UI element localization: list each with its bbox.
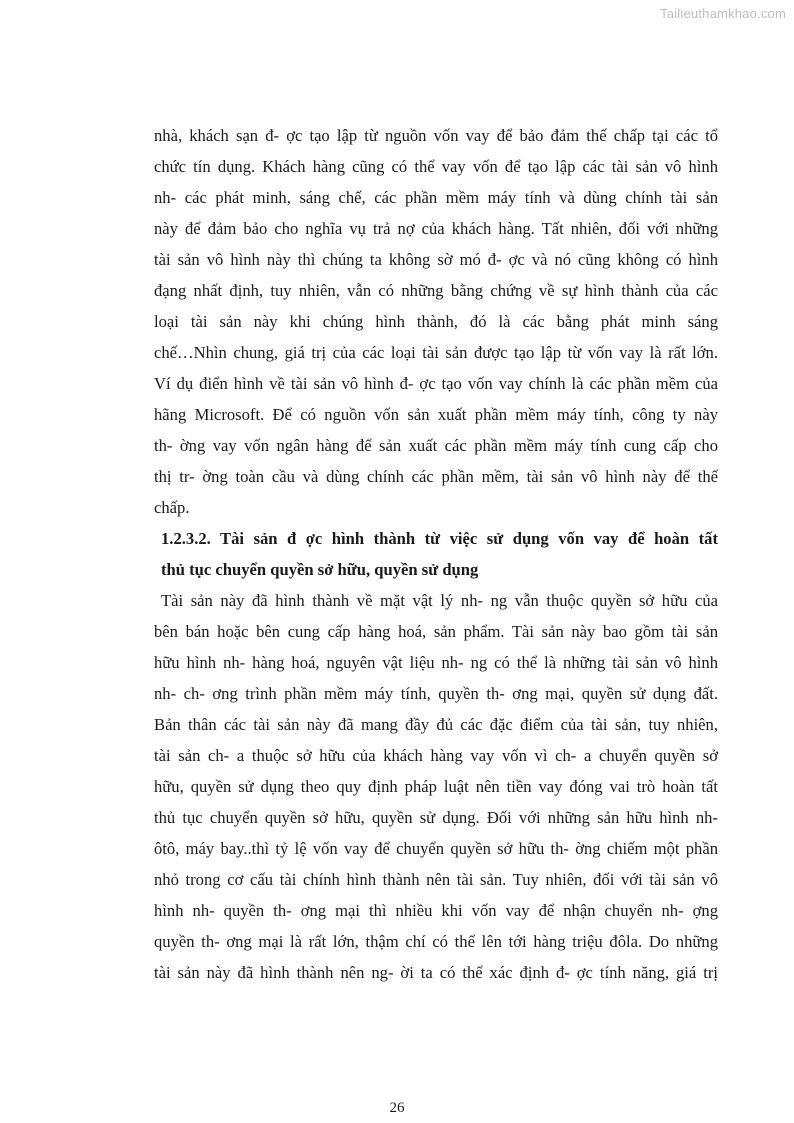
text-line: quyền th- ơng mại là rất lớn, thậm chí có thể lên tới hàng triệu đôla. Do những xyxy=(154,932,718,951)
text-line: đạng nhất định, tuy nhiên, vẫn có những bằng chứng về sự hình thành của các xyxy=(154,281,718,300)
section-heading xyxy=(154,523,718,585)
text-line: loại tài sản này khi chúng hình thành, đó là các bằng phát minh sáng xyxy=(154,312,718,331)
text-line: hữu, quyền sử dụng theo quy định pháp luật nên tiền vay đóng vai trò hoàn tất xyxy=(154,777,718,796)
heading-line: thủ tục chuyển quyền sở hữu, quyền sử dụng xyxy=(161,560,479,579)
text-line: hình nh- quyền th- ơng mại thì nhiều khi vốn vay để nhận chuyển nh- ợng xyxy=(154,901,718,920)
text-line: nh- các phát minh, sáng chế, các phần mềm máy tính và dùng chính tài sản xyxy=(154,188,718,207)
text-line: tài sản ch- a thuộc sở hữu của khách hàng vay vốn vì ch- a chuyển quyền sở xyxy=(154,746,718,765)
text-line: bên bán hoặc bên cung cấp hàng hoá, sản phẩm. Tài sản này bao gồm tài sản xyxy=(154,622,718,641)
text-line: nh- ch- ơng trình phần mềm máy tính, quyền th- ơng mại, quyền sử dụng đất. xyxy=(154,684,718,703)
text-line: Ví dụ điển hình về tài sản vô hình đ- ợc tạo vốn vay chính là các phần mềm của xyxy=(154,374,718,393)
text-line: nhà, khách sạn đ- ợc tạo lập từ nguồn vốn vay để bảo đảm thế chấp tại các tổ xyxy=(154,126,718,145)
heading-line: 1.2.3.2. Tài sản đ ợc hình thành từ việc sử dụng vốn vay để hoàn tất xyxy=(161,529,718,548)
text-line: th- ờng vay vốn ngân hàng để sản xuất các phần mềm máy tính cung cấp cho xyxy=(154,436,718,455)
text-line: thị tr- ờng toàn cầu và dùng chính các phần mềm, tài sản vô hình này để thế xyxy=(154,467,718,486)
text-line: tài sản vô hình này thì chúng ta không sờ mó đ- ợc và nó cũng không có hình xyxy=(154,250,718,269)
text-line: ôtô, máy bay..thì tỷ lệ vốn vay để chuyển quyền sở hữu th- ờng chiếm một phần xyxy=(154,839,718,858)
page-number: 26 xyxy=(389,1100,405,1116)
text-line: chức tín dụng. Khách hàng cũng có thể vay vốn để tạo lập các tài sản vô hình xyxy=(154,157,718,176)
paragraph-1 xyxy=(154,120,718,523)
text-line: này để đảm bảo cho nghĩa vụ trả nợ của khách hàng. Tất nhiên, đối với những xyxy=(154,219,718,238)
text-line: thủ tục chuyển quyền sở hữu, quyền sử dụng. Đối với những sản hữu hình nh- xyxy=(154,808,718,827)
text-line: hữu hình nh- hàng hoá, nguyên vật liệu nh- ng có thể là những tài sản vô hình xyxy=(154,653,718,672)
text-line: nhỏ trong cơ cấu tài chính hình thành nên tài sản. Tuy nhiên, đối với tài sản vô xyxy=(154,870,718,889)
text-line: Tài sản này đã hình thành về mặt vật lý nh- ng vẫn thuộc quyền sở hữu của xyxy=(161,591,718,610)
paragraph-2 xyxy=(154,585,718,988)
text-line: hãng Microsoft. Để có nguồn vốn sản xuất phần mềm máy tính, công ty này xyxy=(154,405,718,424)
watermark: Tailieuthamkhao.com xyxy=(660,6,786,21)
text-line: tài sản này đã hình thành nên ng- ời ta có thể xác định đ- ợc tính năng, giá trị xyxy=(154,963,718,982)
text-line: chế…Nhìn chung, giá trị của các loại tài sản được tạo lập từ vốn vay là rất lớn. xyxy=(154,343,718,362)
text-line: chấp. xyxy=(154,498,190,517)
text-line: Bản thân các tài sản này đã mang đầy đủ các đặc điểm của tài sản, tuy nhiên, xyxy=(154,715,718,734)
document-body xyxy=(154,120,718,988)
